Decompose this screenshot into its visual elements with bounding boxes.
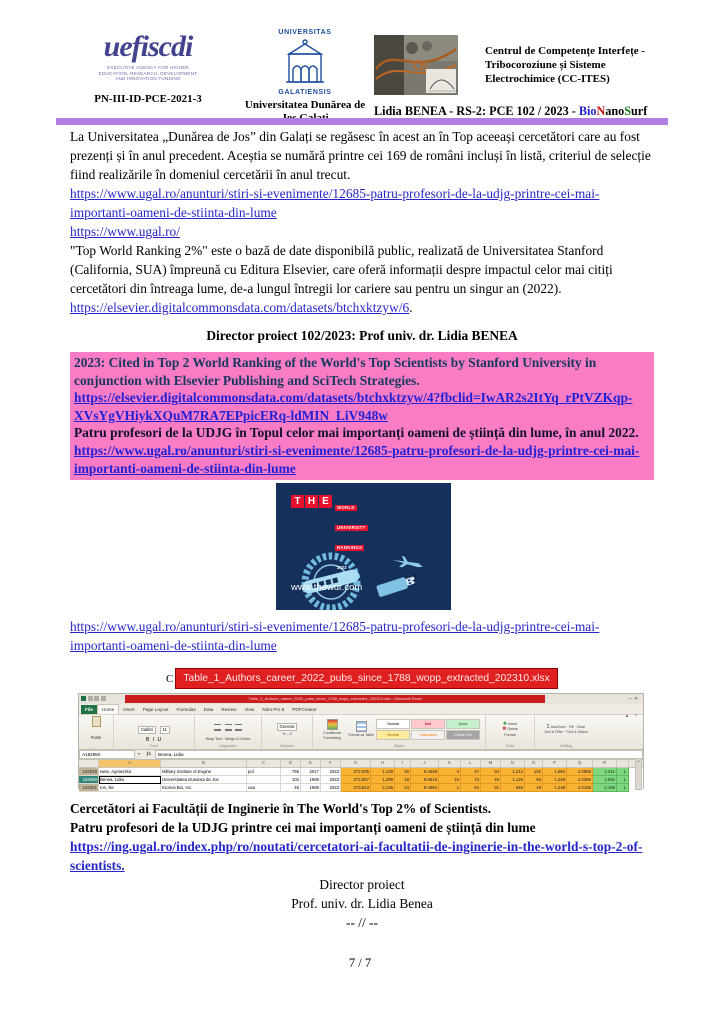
link-elsevier-dataset[interactable]: https://elsevier.digitalcommonsdata.com/datasets/btchxktzyw/6 — [70, 300, 410, 315]
uefiscdi-caption-line: EDUCATION, RESEARCH, DEVELOPMENT — [98, 70, 198, 76]
group-label: Alignment — [219, 744, 237, 749]
excel-style-good[interactable]: Good — [446, 719, 480, 729]
excel-cell[interactable]: 1,062 — [543, 768, 567, 776]
column-header[interactable]: E — [301, 760, 321, 767]
excel-cell[interactable]: 756 — [281, 768, 301, 776]
sort-filter-button[interactable]: Sort & Filter — [544, 730, 564, 735]
excel-cell[interactable]: 2023 — [321, 784, 341, 792]
column-header[interactable]: H — [371, 760, 395, 767]
footer-bold-line1: Cercetători ai Facultății de Inginerie în The World's Top 2% of Scientists. — [70, 801, 492, 817]
paste-label[interactable]: Paste — [90, 735, 102, 741]
column-header[interactable]: Q — [567, 760, 593, 767]
excel-formula-bar — [79, 750, 643, 760]
format-as-table-label[interactable]: Format as Table — [348, 733, 374, 738]
brand-n: N — [596, 104, 606, 118]
excel-tab-pdfcreator[interactable]: PDFCreator — [292, 707, 317, 713]
the-word-year: 2022 — [337, 565, 347, 571]
excel-tab-file[interactable]: File — [81, 705, 97, 714]
page-number: 7 / 7 — [348, 956, 372, 970]
link-ugal-news[interactable]: https://www.ugal.ro/anunturi/stiri-si-evenimente/12685-patru-profesori-de-la-udjg-printre-cei-mai-importanti-oameni-de-stiinta-din-lume — [70, 186, 600, 220]
page-content — [70, 127, 654, 932]
link-ugal-news-below-image[interactable]: https://www.ugal.ro/anunturi/stiri-si-evenimente/12685-patru-profesori-de-la-udjg-printre-cei-mai-importanti-oameni-de-stiinta-din-lume — [70, 619, 600, 654]
ribbon-group-clipboard — [79, 715, 114, 749]
footer-bold-line2: Patru profesori de la UDJG printre cei mai importanți oameni de știință din lume — [70, 820, 536, 836]
excel-style-calculation[interactable]: Calculation — [411, 730, 445, 740]
equipment-photo — [374, 35, 458, 95]
column-header[interactable] — [79, 760, 99, 767]
undo-icon[interactable] — [94, 696, 99, 701]
excel-cell[interactable] — [247, 776, 281, 784]
excel-row — [79, 776, 643, 784]
column-header[interactable]: R — [593, 760, 617, 767]
excel-screenshot — [78, 693, 644, 789]
excel-cell[interactable]: 2,189 — [593, 784, 617, 792]
excel-cell[interactable]: 1,126 — [501, 776, 525, 784]
project-line-prefix: Lidia BENEA - RS-2: PCE 102 / 2023 - — [374, 104, 579, 118]
excel-cell[interactable]: Ion, Ilie — [99, 784, 161, 792]
column-header[interactable]: M — [481, 760, 501, 767]
project-line — [374, 104, 710, 118]
excel-cell[interactable]: 34 — [481, 768, 501, 776]
excel-cell[interactable]: 2.0958 — [567, 768, 593, 776]
excel-cell[interactable]: 1996 — [301, 784, 321, 792]
autosum-button[interactable]: AutoSum — [550, 724, 566, 729]
uefiscdi-caption-line: AND INNOVATION FUNDING — [115, 76, 181, 82]
format-as-table-icon[interactable] — [356, 721, 367, 732]
excel-column-headers — [79, 760, 643, 768]
the-word-world: WORLD — [337, 505, 355, 511]
the-logo — [291, 495, 332, 575]
excel-style-normal[interactable]: Normal — [376, 719, 410, 729]
vertical-scrollbar[interactable]: ▲ — [635, 758, 642, 790]
header-left — [76, 32, 220, 105]
name-box[interactable]: A182950 — [79, 750, 135, 759]
group-label: Clipboard — [87, 748, 105, 751]
excel-tab-home[interactable]: Home — [97, 704, 119, 714]
excel-cell[interactable]: 19 — [525, 784, 543, 792]
excel-window-controls — [628, 695, 640, 703]
excel-cell[interactable]: 66 — [525, 776, 543, 784]
excel-tab-data[interactable]: Data — [203, 707, 214, 713]
excel-cell[interactable]: 1. — [617, 784, 629, 792]
clear-button[interactable]: Clear — [576, 724, 586, 729]
uefiscdi-caption-line: EXECUTIVE AGENCY FOR HIGHER — [107, 65, 189, 70]
excel-cell[interactable]: 46 — [281, 784, 301, 792]
excel-cell[interactable]: 4 — [439, 768, 461, 776]
excel-cell[interactable]: 31 — [481, 784, 501, 792]
fx-icon: fx — [146, 751, 152, 758]
conditional-formatting-icon[interactable] — [327, 719, 338, 730]
project-code: PN-III-ID-PCE-2021-3 — [94, 92, 202, 105]
bold-italic-underline-buttons[interactable]: B I U — [145, 736, 163, 743]
research-center-line: Electrochimice (CC-ITES) — [485, 73, 610, 85]
save-icon[interactable] — [88, 696, 93, 701]
row-header[interactable]: 182949 — [79, 768, 99, 776]
merge-center-button[interactable]: Merge & Center — [224, 737, 251, 742]
excel-cell[interactable]: 102 — [281, 776, 301, 784]
excel-filename-banner-row — [166, 668, 654, 689]
column-header[interactable]: A — [99, 760, 161, 767]
university-name-line1: Universitatea Dunărea de — [244, 99, 366, 111]
excel-tab-formulas[interactable]: Formulas — [176, 707, 196, 713]
excel-style-neutral[interactable]: Neutral — [376, 730, 410, 740]
excel-cell[interactable]: 273,843 — [341, 784, 371, 792]
link-ugal-home[interactable]: https://www.ugal.ro/ — [70, 224, 180, 239]
excel-cell[interactable]: 1,591 — [593, 776, 617, 784]
university-emblem-icon — [281, 38, 329, 88]
ribbon-group-font — [114, 715, 195, 749]
excel-ribbon — [79, 714, 643, 750]
redo-icon[interactable] — [101, 696, 106, 701]
brand-bio: Bio — [578, 104, 597, 118]
excel-tab-review[interactable]: Review — [221, 707, 237, 713]
research-center-name — [485, 35, 645, 95]
signature-separator: -- // -- — [346, 915, 378, 931]
column-header[interactable]: K — [439, 760, 461, 767]
uefiscdi-caption — [76, 65, 220, 82]
group-label: Font — [150, 744, 158, 749]
the-rankings-text — [335, 495, 368, 575]
excel-cell[interactable]: 2017 — [301, 768, 321, 776]
align-left-icon[interactable] — [214, 724, 221, 731]
signature-name: Prof. univ. dr. Lidia Benea — [291, 896, 433, 912]
excel-tab-page-layout[interactable]: Page Layout — [142, 707, 169, 713]
excel-cell[interactable]: 272,857 — [341, 776, 371, 784]
number-format-select[interactable]: General — [277, 723, 298, 731]
excel-cell[interactable]: 1,241 — [593, 768, 617, 776]
research-center-line: Centrul de Competențe Interfețe - — [485, 45, 646, 57]
excel-row — [79, 768, 643, 776]
column-header[interactable]: F — [321, 760, 341, 767]
excel-cell[interactable]: 2023 — [321, 776, 341, 784]
font-size-select[interactable]: 11 — [160, 726, 170, 734]
cell-styles-gallery — [376, 719, 480, 740]
close-icon[interactable]: ✕ — [633, 696, 640, 703]
excel-window-title: Table_1_Authors_career_2022_pubs_since_1788_wopp_extracted_202310.xlsx - Microsoft Excel — [125, 695, 545, 703]
fill-button[interactable]: Fill — [568, 724, 574, 729]
name-box-dropdown-icon[interactable]: ▼ — [137, 752, 141, 757]
excel-tab-view[interactable]: View — [244, 707, 255, 713]
uefiscdi-logo: uefiscdi — [103, 30, 193, 63]
signature-role: Director proiect — [319, 877, 405, 893]
column-header[interactable]: L — [461, 760, 481, 767]
excel-cell[interactable]: 1996 — [301, 776, 321, 784]
header-center — [243, 29, 367, 125]
column-header[interactable]: I — [395, 760, 411, 767]
excel-cell[interactable]: 24 — [395, 784, 411, 792]
number-format-buttons[interactable]: % , .0 — [282, 731, 292, 736]
ribbon-collapse-icon[interactable]: ▲ — [624, 713, 632, 719]
excel-cell[interactable]: 2.0386 — [567, 776, 593, 784]
emblem-bottom-text: GALATIENSIS — [278, 89, 332, 96]
delete-cells-button[interactable]: Delete — [507, 727, 518, 732]
excel-cell[interactable]: 2023 — [321, 768, 341, 776]
column-header[interactable]: N — [501, 760, 525, 767]
excel-cell[interactable]: 1,238 — [543, 784, 567, 792]
link-suffix: . — [409, 300, 413, 315]
excel-quick-access-toolbar — [81, 696, 106, 701]
excel-tab-nitro-pro-8[interactable]: Nitro Pro 8 — [262, 707, 285, 713]
column-header[interactable]: B — [161, 760, 247, 767]
excel-cell[interactable]: 2.0188 — [567, 784, 593, 792]
column-header[interactable]: G — [341, 760, 371, 767]
the-logo-letter: E — [319, 495, 332, 508]
excel-ribbon-tabs — [79, 704, 643, 719]
excel-cell[interactable]: Universitatea Dunarea de Jos — [161, 776, 247, 784]
research-center-line: Tribocoroziune și Sisteme — [485, 59, 606, 71]
ribbon-group-editing: Σ AutoSum · Fill · Clear Sort & Filter · Find & Select Editing — [535, 715, 597, 749]
formula-input[interactable]: Benea, Lidia — [155, 750, 643, 759]
line-elsevier-link — [70, 298, 654, 317]
excel-cell[interactable]: 1,248 — [543, 776, 567, 784]
link-elsevier-dataset-fbclid[interactable]: https://elsevier.digitalcommonsdata.com/datasets/btchxktzyw/4?fbclid=IwAR2s2ItYq_rPtVZKqp-XVsYgVHiykXQuM7RA7EPpicERq-ldMIN_LiV948w — [74, 390, 633, 423]
the-logo-letter: H — [305, 495, 318, 508]
font-name-select[interactable]: Calibri — [138, 726, 156, 734]
emblem-top-text: UNIVERSITAS — [278, 29, 332, 36]
director-heading: Director proiect 102/2023: Prof univ. dr. Lidia BENEA — [206, 328, 518, 343]
group-label: Cells — [505, 744, 515, 749]
column-header[interactable]: P — [543, 760, 567, 767]
highlight-line2: Patru profesori de la UDJG în Topul celor mai importanți oameni de știință din lume, în anul 2022. — [74, 425, 639, 441]
excel-title-bar — [79, 694, 643, 704]
excel-grid — [79, 768, 643, 792]
excel-cell[interactable]: 18 — [395, 776, 411, 784]
conditional-formatting-label[interactable]: Conditional Formatting — [323, 731, 341, 740]
link-ugal-news-highlight[interactable]: https://www.ugal.ro/anunturi/stiri-si-evenimente/12685-patru-profesori-de-la-udjg-printre-cei-mai-importanti-oameni-de-stiinta-din-lume — [74, 442, 640, 476]
excel-cell[interactable]: 9.2648 — [411, 768, 439, 776]
wrap-text-button[interactable]: Wrap Text — [205, 737, 222, 742]
excel-cell[interactable]: pol — [247, 768, 281, 776]
brand-s: S — [624, 104, 632, 118]
excel-cell[interactable]: 47 — [461, 768, 481, 776]
the-word-rankings: RANKINGS — [337, 545, 363, 551]
column-header[interactable]: O — [525, 760, 543, 767]
brand-ano: ano — [605, 104, 625, 118]
group-label: Styles — [393, 744, 405, 749]
excel-cell[interactable]: 1 — [439, 784, 461, 792]
excel-cell[interactable]: 20 — [395, 768, 411, 776]
group-label: Editing — [560, 744, 572, 749]
excel-style-check-cell[interactable]: Check Cell — [446, 730, 480, 740]
row-header[interactable]: 182950 — [79, 776, 99, 784]
help-icon[interactable]: ? — [634, 713, 639, 719]
excel-cell[interactable]: Kronos Bio, Inc. — [161, 784, 247, 792]
column-header[interactable]: C — [247, 760, 281, 767]
find-select-button[interactable]: Find & Select — [566, 730, 588, 735]
excel-cell[interactable]: usa — [247, 784, 281, 792]
ribbon-collapse-help-icons[interactable] — [625, 706, 639, 725]
excel-cell[interactable]: 1,149 — [371, 768, 395, 776]
align-right-icon[interactable] — [235, 724, 242, 731]
caption-letter: C — [166, 673, 174, 686]
excel-cell[interactable]: 1,212 — [501, 768, 525, 776]
paste-icon[interactable] — [92, 716, 101, 727]
excel-cell[interactable]: 73 — [461, 776, 481, 784]
excel-cell[interactable]: 8.4884 — [411, 784, 439, 792]
ribbon-group-number — [262, 715, 313, 749]
excel-cell[interactable]: 49 — [481, 776, 501, 784]
link-ing-ugal[interactable]: https://ing.ugal.ro/index.php/ro/noutati/cercetatori-ai-facultatii-de-inginerie-in-the-world-s-top-2-of-scientists. — [70, 839, 643, 874]
excel-cell[interactable]: Military Institute of Engine — [161, 768, 247, 776]
excel-cell[interactable]: 2,136 — [371, 784, 395, 792]
column-header[interactable] — [617, 760, 629, 767]
insert-cells-button[interactable]: Insert — [508, 721, 518, 726]
header-right — [374, 35, 710, 118]
excel-cell[interactable]: 272,005 — [341, 768, 371, 776]
excel-cell[interactable]: 10 — [439, 776, 461, 784]
align-center-icon[interactable] — [225, 724, 232, 731]
excel-filename-banner: Table_1_Authors_career_2022_pubs_since_1788_wopp_extracted_202310.xlsx — [175, 668, 557, 689]
the-word-university: UNIVERSITY — [337, 525, 366, 531]
paragraph-top-ranking-intro: La Universitatea „Dunărea de Jos” din Galați se regăsesc în acest an în Top aceeași cercetători care au fost prezenți și în anul precedent. Aceștia se numără printre cei 169 de români incluși în listă, criteriul de selecție fiind realizările în domeniul cercetării în anul trecut. — [70, 129, 651, 182]
format-cells-button[interactable]: Format — [504, 732, 516, 737]
excel-cell[interactable]: 1,299 — [371, 776, 395, 784]
header-divider — [56, 118, 668, 125]
brand-urf: urf — [631, 104, 648, 118]
column-header[interactable]: J — [411, 760, 439, 767]
ribbon-group-cells: ✚ Insert ✖ Delete Format Cells — [486, 715, 535, 749]
excel-tab-insert[interactable]: Insert — [123, 707, 135, 713]
group-label: Number — [280, 744, 294, 749]
excel-row — [79, 784, 643, 792]
the-url: www.thewur.com — [291, 582, 363, 594]
column-header[interactable]: D — [281, 760, 301, 767]
excel-cell[interactable]: 84 — [461, 784, 481, 792]
the-logo-letter: T — [291, 495, 304, 508]
excel-cell[interactable]: 1. — [617, 776, 629, 784]
row-header[interactable]: 182951 — [79, 784, 99, 792]
excel-cell[interactable]: 1. — [617, 768, 629, 776]
excel-style-bad[interactable]: Bad — [411, 719, 445, 729]
the-wur-image — [276, 483, 451, 610]
minimize-icon[interactable]: ─ — [628, 696, 634, 703]
ribbon-group-styles — [313, 715, 486, 749]
ribbon-group-alignment: Wrap Text · Merge & Center Alignment — [195, 715, 262, 749]
excel-cell[interactable]: 8.9618 — [411, 776, 439, 784]
excel-cell[interactable]: Benea, Lidia — [99, 776, 161, 784]
excel-cell[interactable]: 102 — [525, 768, 543, 776]
excel-app-icon — [81, 696, 86, 701]
paragraph-top-world-ranking: "Top World Ranking 2%" este o bază de date disponibilă public, realizată de Universitatea Stanford (California, SUA) împreună cu Editura Elsevier, care oferă informații despre impactul celor mai citiți cercetători din întreaga lume, de-a lungul întregii lor cariere sau pentru un singur an (2022). — [70, 243, 613, 296]
excel-cell[interactable]: 648 — [501, 784, 525, 792]
highlight-line1: 2023: Cited in Top 2 World Ranking of the World's Top Scientists by Stanford University in conjunction with Elsevier Publishing and SciTech Strategies. — [74, 355, 597, 388]
highlighted-block — [70, 352, 654, 480]
excel-cell[interactable]: Iwan, Agnieszka — [99, 768, 161, 776]
